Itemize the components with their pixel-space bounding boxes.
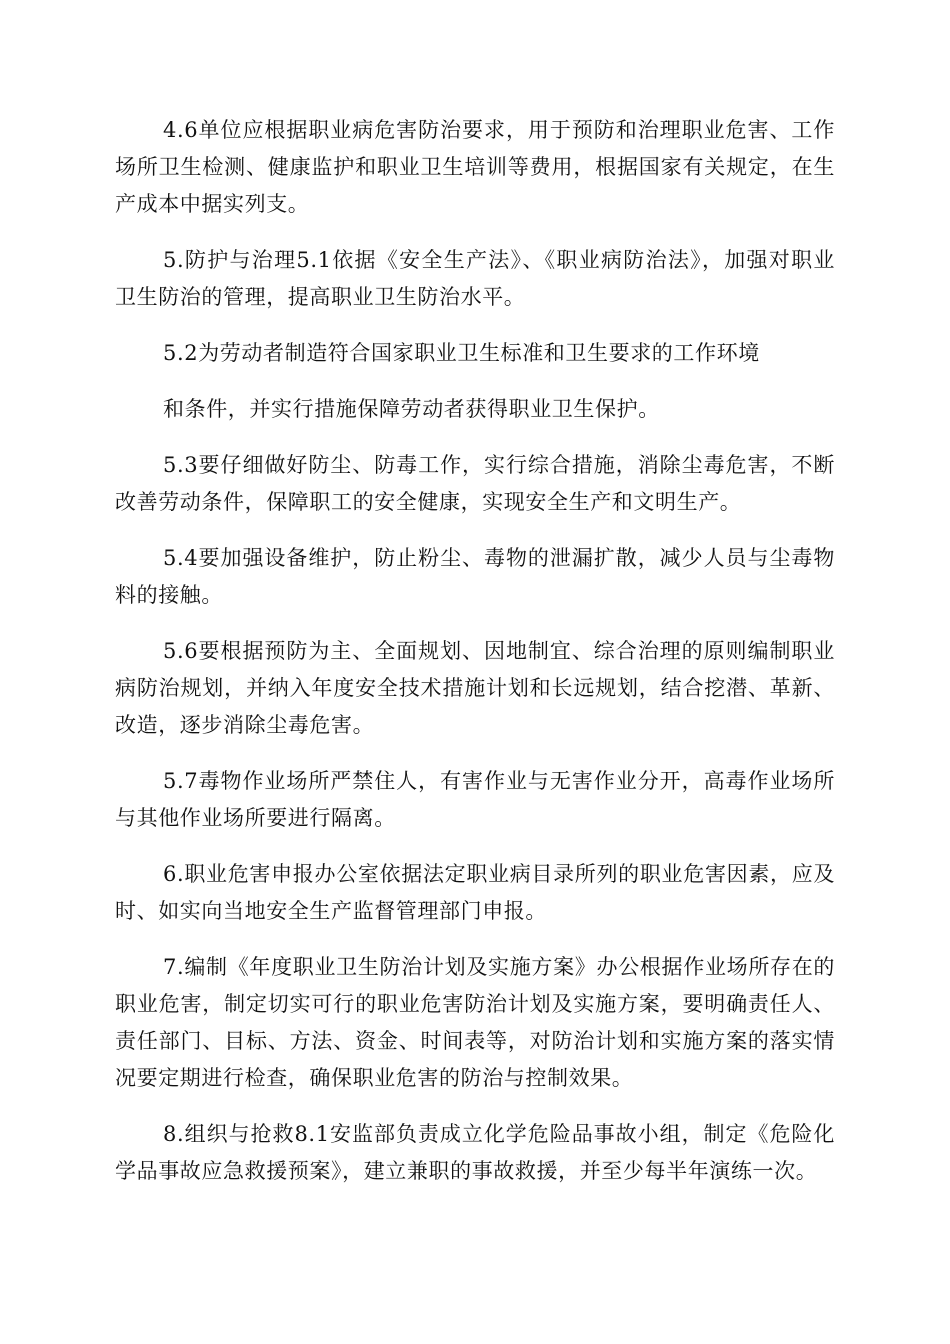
paragraph-5-1: 5.防护与治理5.1依据《安全生产法》、《职业病防治法》，加强对职业卫生防治的管理，提高职业卫生防治水平。: [115, 248, 835, 309]
paragraph-5-2-continued: 和条件，并实行措施保障劳动者获得职业卫生保护。: [163, 397, 660, 421]
paragraph-5-3: 5.3要仔细做好防尘、防毒工作，实行综合措施，消除尘毒危害，不断改善劳动条件，保障职工的安全健康，实现安全生产和文明生产。: [115, 453, 835, 514]
paragraph-5-4: 5.4要加强设备维护，防止粉尘、毒物的泄漏扩散，减少人员与尘毒物料的接触。: [115, 546, 835, 607]
paragraph-5-7: 5.7毒物作业场所严禁住人，有害作业与无害作业分开，高毒作业场所与其他作业场所要进行隔离。: [115, 769, 835, 830]
paragraph-5-6: 5.6要根据预防为主、全面规划、因地制宜、综合治理的原则编制职业病防治规划，并纳入年度安全技术措施计划和长远规划，结合挖潜、革新、改造，逐步消除尘毒危害。: [115, 639, 835, 737]
paragraph-4-6: 4.6单位应根据职业病危害防治要求，用于预防和治理职业危害、工作场所卫生检测、健康监护和职业卫生培训等费用，根据国家有关规定，在生产成本中据实列支。: [115, 118, 835, 216]
paragraph-8-1: 8.组织与抢救8.1安监部负责成立化学危险品事故小组，制定《危险化学品事故应急救援预案》，建立兼职的事故救援，并至少每半年演练一次。: [115, 1122, 835, 1183]
document-page: [115, 112, 835, 1209]
paragraph-6: 6.职业危害申报办公室依据法定职业病目录所列的职业危害因素，应及时、如实向当地安全生产监督管理部门申报。: [115, 862, 835, 923]
paragraph-5-2: 5.2为劳动者制造符合国家职业卫生标准和卫生要求的工作环境: [163, 341, 760, 365]
paragraph-7: 7.编制《年度职业卫生防治计划及实施方案》办公根据作业场所存在的职业危害，制定切实可行的职业危害防治计划及实施方案，要明确责任人、责任部门、目标、方法、资金、时间表等，对防治计划和实施方案的落实情况要定期进行检查，确保职业危害的防治与控制效果。: [115, 955, 835, 1090]
